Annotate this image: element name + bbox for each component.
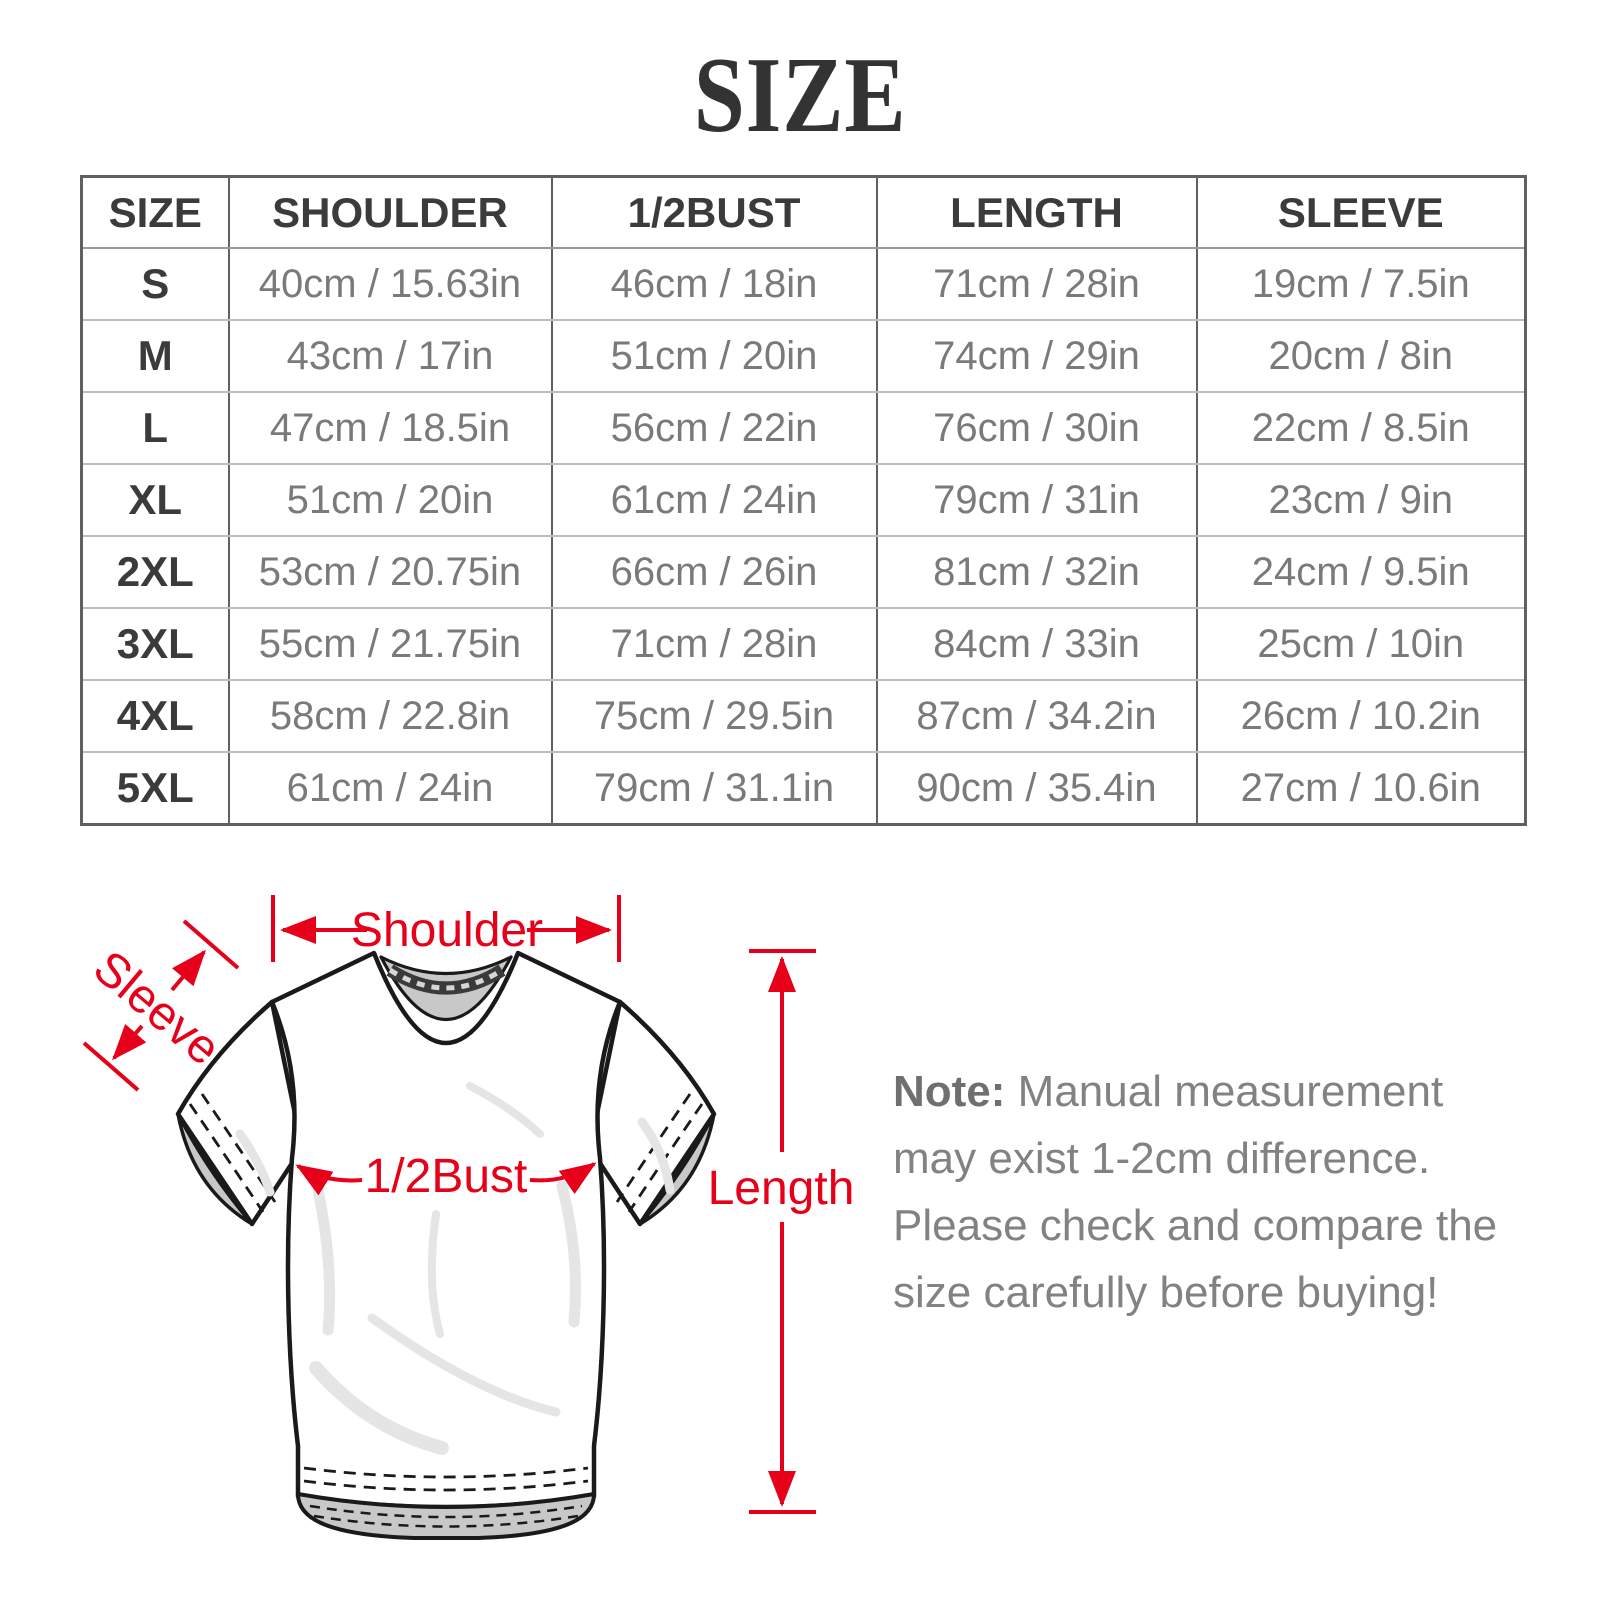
measurement-cell: 79cm / 31in (877, 464, 1197, 536)
measurement-cell: 20cm / 8in (1197, 320, 1526, 392)
measurement-cell: 46cm / 18in (552, 248, 877, 320)
measurement-cell: 66cm / 26in (552, 536, 877, 608)
measurement-cell: 87cm / 34.2in (877, 680, 1197, 752)
measurement-cell: 26cm / 10.2in (1197, 680, 1526, 752)
column-header: 1/2BUST (552, 177, 877, 249)
measurement-cell: 24cm / 9.5in (1197, 536, 1526, 608)
measurement-cell: 22cm / 8.5in (1197, 392, 1526, 464)
measurement-cell: 76cm / 30in (877, 392, 1197, 464)
length-label: Length (707, 1162, 855, 1215)
measurement-cell: 61cm / 24in (552, 464, 877, 536)
sleeve-label: Sleeve (83, 940, 230, 1076)
size-cell: L (82, 392, 229, 464)
size-cell: S (82, 248, 229, 320)
measurement-cell: 55cm / 21.75in (229, 608, 552, 680)
measurement-cell: 19cm / 7.5in (1197, 248, 1526, 320)
measurement-cell: 58cm / 22.8in (229, 680, 552, 752)
sleeve-up-arrow (172, 952, 204, 990)
measurement-cell: 53cm / 20.75in (229, 536, 552, 608)
size-cell: M (82, 320, 229, 392)
length-annotation (708, 951, 855, 1512)
size-cell: XL (82, 464, 229, 536)
note-body: Manual measurement may exist 1-2cm difference. Please check and compare the size carefully before buying! (893, 1067, 1498, 1317)
shoulder-label: Shoulder (350, 904, 544, 957)
measurement-cell: 75cm / 29.5in (552, 680, 877, 752)
tshirt-illustration (178, 953, 714, 1538)
column-header: SIZE (82, 177, 229, 249)
measurement-cell: 61cm / 24in (229, 752, 552, 825)
size-cell: 4XL (82, 680, 229, 752)
measurement-cell: 81cm / 32in (877, 536, 1197, 608)
shoulder-annotation (273, 895, 619, 962)
measurement-cell: 43cm / 17in (229, 320, 552, 392)
measurement-cell: 74cm / 29in (877, 320, 1197, 392)
measurement-cell: 47cm / 18.5in (229, 392, 552, 464)
column-header: SHOULDER (229, 177, 552, 249)
measurement-cell: 25cm / 10in (1197, 608, 1526, 680)
sleeve-bottom-tick (84, 1043, 138, 1090)
measurement-cell: 71cm / 28in (877, 248, 1197, 320)
sleeve-top-tick (184, 921, 238, 968)
measurement-cell: 90cm / 35.4in (877, 752, 1197, 825)
measurement-cell: 27cm / 10.6in (1197, 752, 1526, 825)
note-text-block (893, 1058, 1529, 1326)
measurement-cell: 56cm / 22in (552, 392, 877, 464)
sleeve-down-arrow (114, 1026, 142, 1058)
measurement-cell: 23cm / 9in (1197, 464, 1526, 536)
measurement-cell: 71cm / 28in (552, 608, 877, 680)
note-prefix: Note: (893, 1067, 1006, 1116)
size-cell: 5XL (82, 752, 229, 825)
measurement-cell: 40cm / 15.63in (229, 248, 552, 320)
measurement-cell: 84cm / 33in (877, 608, 1197, 680)
measurement-cell: 51cm / 20in (229, 464, 552, 536)
column-header: LENGTH (877, 177, 1197, 249)
half-bust-label: 1/2Bust (364, 1150, 528, 1203)
page-title: SIZE (693, 36, 907, 155)
measurement-cell: 79cm / 31.1in (552, 752, 877, 825)
measurement-cell: 51cm / 20in (552, 320, 877, 392)
column-header: SLEEVE (1197, 177, 1526, 249)
size-cell: 3XL (82, 608, 229, 680)
size-cell: 2XL (82, 536, 229, 608)
